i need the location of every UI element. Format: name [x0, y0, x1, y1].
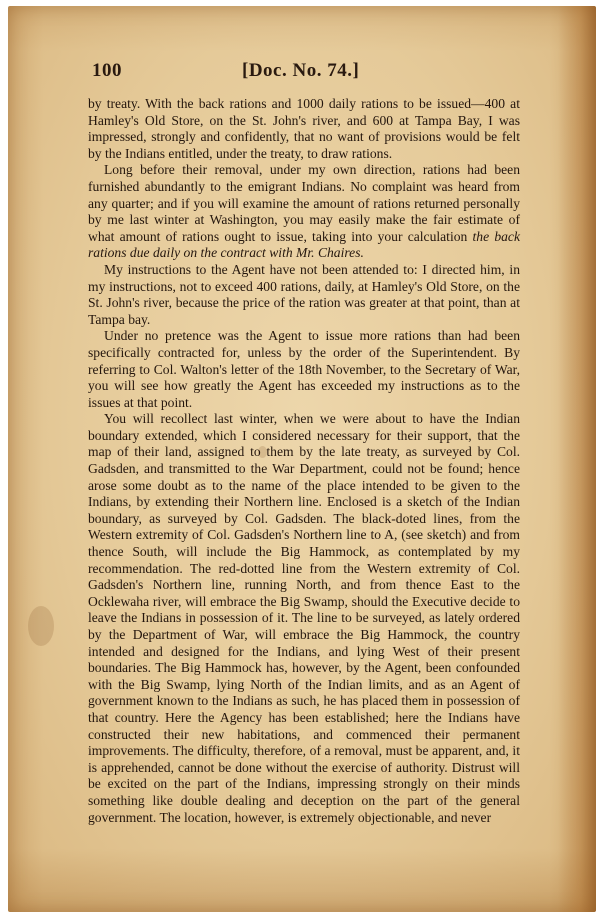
paragraph: by treaty. With the back rations and 1000 daily rations to be issued—400 at Hamley's Old Store, on the St. John's river, and 600 at Tampa Bay, I was impressed, strongly and confidently, that no want of provisions would be felt by the Indians entitled, under the treaty, to draw rations.	[88, 96, 520, 161]
paragraph-text: Long before their removal, under my own direction, rations had been furnished abundantly to the emigrant Indians. No complaint was heard from any quarter; and if you will examine the amount of rations returned personally by me last winter at Washington, you may easily make the fair estimate of what amount of rations ought to issue, taking into your calculation	[88, 162, 520, 244]
paragraph: Under no pretence was the Agent to issue more rations than had been specifically contracted for, unless by the order of the Superintendent. By referring to Col. Walton's letter of the 18th November, to the Secretary of War, you will see how greatly the Agent has exceeded my instructions as to the issues at that point.	[88, 328, 520, 410]
paragraph: You will recollect last winter, when we were about to have the Indian boundary extended, which I considered necessary for their support, that the map of their land, assigned to them by the late treaty, as surveyed by Col. Gadsden, and transmitted to the War Department, could not be found; hence arose some doubt as to the name of the place intended to be given to the Indians, by extending their Northern line. Enclosed is a sketch of the Indian boundary, as surveyed by Col. Gadsden. The black-doted lines, from the Western extremity of Col. Gadsden's Northern line to A, (see sketch) and from thence South, will include the Big Hammock, as contemplated by my recommendation. The red-dotted line from the Western extremity of Col. Gadsden's Northern line, running North, and from thence East to the Ocklewaha river, will embrace the Big Swamp, should the Executive decide to leave the Indians in possession of it. The line to be surveyed, as lately ordered by the Department of War, will embrace the Big Hammock, the country intended and designed for the Indians, and lying West of their present boundaries. The Big Hammock has, however, by the Agent, been confounded with the Big Swamp, lying North of the Indian limits, and as an Agent of government known to the Indians as such, he has placed them in possession of that country. Here the Agency has been established; here the Indians have constructed their new habitations, and commenced their permanent improvements. The difficulty, therefore, of a removal, must be apparent, and, it is apprehended, cannot be done without the exercise of authority. Distrust will be excited on the part of the Indians, impressing strongly on their minds something like double dealing and deception on the part of the general government. The location, however, is extremely objectionable, and never	[88, 411, 520, 825]
page-number: 100	[92, 60, 122, 81]
paragraph-italic-text: the back rations due daily on the contract with Mr. Chaires.	[88, 228, 520, 261]
paragraph	[88, 162, 520, 262]
paper-stain	[28, 606, 54, 646]
page-header	[92, 60, 502, 88]
paragraph: My instructions to the Agent have not been attended to: I directed him, in my instructions, not to exceed 400 rations, daily, at Hamley's Old Store, on the St. John's river, because the price of the ration was greater at that point, than at Tampa bay.	[88, 261, 520, 327]
document-label: [Doc. No. 74.]	[242, 60, 360, 81]
body-text	[88, 96, 520, 826]
